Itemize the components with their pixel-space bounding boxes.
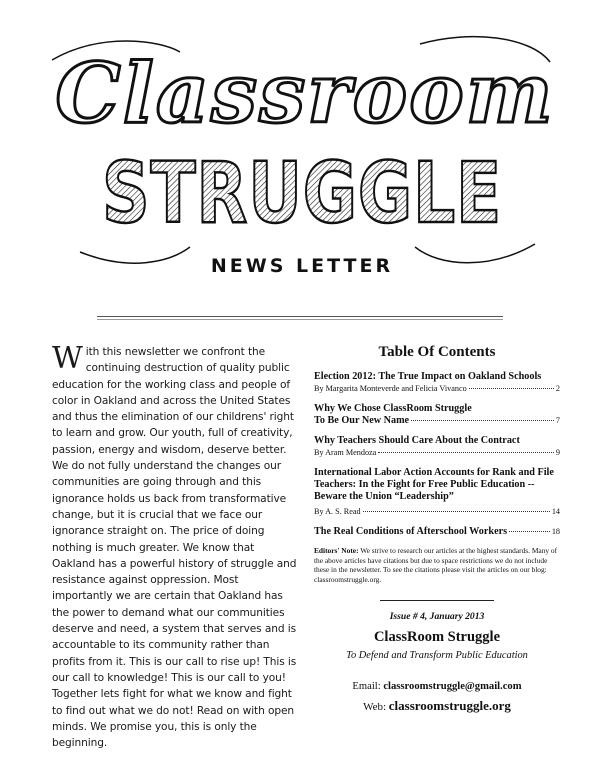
toc-headline-end: The Real Conditions of Afterschool Workers — [314, 526, 508, 537]
toc-leader — [363, 511, 550, 512]
toc-byline-row — [314, 383, 560, 394]
intro-text: ith this newsletter we confront the continuing destruction of quality public education for the working class and people of color in Oakland and across the United States and thus the elimination of our childrens' right to learn and grow. Our youth, full of creativity, passion, energy and wisdom, deserve better. We do not fully understand the changes our communities are going through and this ignorance holds us back from transformative change, but it is crucial that we face our ignorance straight on. The price of doing nothing is much greater. We know that Oakland has a powerful history of struggle and resistance against oppression. Most importantly we are certain that Oakland has the power to demand what our communities deserve and need, a system that serves and is accountable to its community rather than profits from it. This is our call to rise up! This is our call to knowledge! This is our call to you! Together lets fight for what we know and fight to find out what we do not! Read on with open minds. We promise you, this is only the beginning. — [52, 346, 297, 750]
editors-note — [314, 546, 560, 584]
publication-name: ClassRoom Struggle — [373, 629, 501, 645]
toc-headline-end: To Be Our New Name — [314, 415, 410, 426]
toc-headline-row — [314, 526, 560, 537]
toc-page-number: 9 — [555, 448, 560, 457]
table-of-contents — [314, 344, 560, 584]
masthead — [40, 22, 560, 297]
toc-byline: By Margarita Monteverde and Felicia Vivanco — [314, 384, 467, 393]
toc-entry[interactable] — [314, 435, 560, 458]
publication-tagline: To Defend and Transform Public Education — [346, 650, 528, 661]
toc-headline: International Labor Action Accounts for Rank and File Teachers: In the Fight for Free Public Education -- Beware the Union “Leadership” — [314, 467, 554, 502]
issue-number: Issue # 4, January 2013 — [389, 611, 485, 622]
masthead-script-title: Classroom — [55, 46, 555, 142]
toc-headline-row — [314, 415, 560, 426]
toc-byline-row — [314, 447, 560, 458]
email-address[interactable]: classroomstruggle@gmail.com — [383, 681, 522, 692]
masthead-block-title: STRUGGLE — [102, 144, 502, 242]
toc-leader — [411, 420, 554, 421]
toc-byline: By Aram Mendoza — [314, 448, 377, 457]
masthead-subtitle: NEWS LETTER — [210, 255, 394, 277]
drop-cap: W — [52, 341, 83, 376]
toc-byline-row — [314, 506, 560, 517]
masthead-lettering — [40, 22, 560, 297]
toc-leader — [509, 531, 550, 532]
toc-entry[interactable] — [314, 403, 560, 426]
editors-note-text: We strive to research our articles at the highest standards. Many of the above articles have citations but due to space restrictions we do not include these in the newsletter. To see the citations please visit the articles on our blog: classroomstruggle.org. — [314, 546, 558, 584]
divider-top — [97, 316, 503, 317]
website-link[interactable]: classroomstruggle.org — [388, 698, 511, 713]
editors-note-label: Editors' Note: — [314, 546, 359, 555]
toc-page-number: 7 — [555, 416, 560, 425]
toc-entry[interactable] — [314, 371, 560, 394]
toc-headline: Why Teachers Should Care About the Contract — [314, 435, 520, 446]
email-label: Email: — [352, 681, 384, 692]
toc-title: Table Of Contents — [378, 344, 496, 360]
toc-page-number: 14 — [551, 507, 560, 516]
toc-headline: Why We Chose ClassRoom Struggle — [314, 403, 472, 414]
toc-page-number: 2 — [555, 384, 560, 393]
divider-top-secondary — [97, 319, 503, 320]
contact-email — [314, 681, 560, 692]
toc-byline: By A. S. Read — [314, 507, 361, 516]
toc-leader — [378, 452, 554, 453]
intro-paragraph — [52, 341, 298, 751]
toc-entry[interactable] — [314, 526, 560, 537]
contact-web — [314, 698, 560, 714]
web-label: Web: — [363, 701, 389, 713]
intro-column — [52, 341, 298, 751]
toc-headline: Election 2012: The True Impact on Oakland Schools — [314, 371, 542, 382]
toc-entry[interactable] — [314, 467, 560, 517]
toc-page-number: 18 — [551, 527, 560, 536]
divider-issue — [380, 600, 494, 601]
toc-leader — [469, 388, 554, 389]
